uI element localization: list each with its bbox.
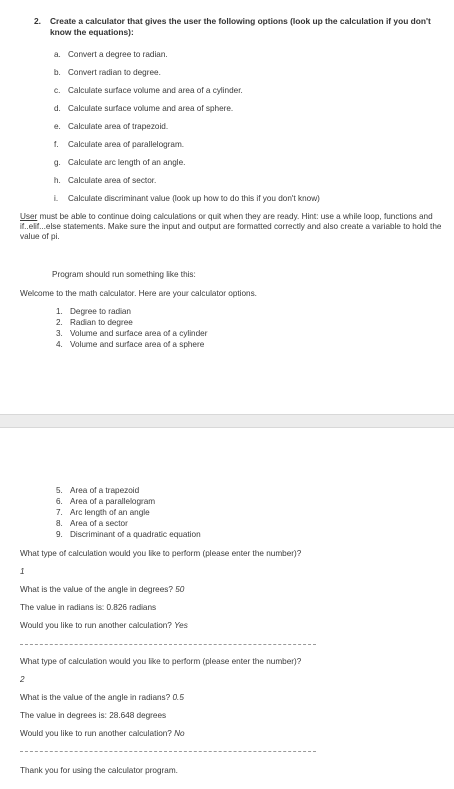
run2-again: No <box>174 729 185 738</box>
welcome-line: Welcome to the math calculator. Here are your calculator options. <box>20 289 257 298</box>
menu-text: Area of a trapezoid <box>70 486 140 495</box>
run1-prompt-again: Would you like to run another calculation? <box>20 621 175 630</box>
option-letter: a. <box>54 50 61 59</box>
menu-text: Degree to radian <box>70 307 131 316</box>
option-letter: b. <box>54 68 61 77</box>
run2-value-line <box>20 693 184 702</box>
run2-value: 0.5 <box>172 693 184 702</box>
run1-again: Yes <box>174 621 188 630</box>
run1-prompt-value: What is the value of the angle in degrees? <box>20 585 176 594</box>
menu-text: Arc length of an angle <box>70 508 150 517</box>
option-text: Calculate arc length of an angle. <box>68 158 186 167</box>
option-letter: i. <box>54 194 59 203</box>
menu-number: 2. <box>56 318 63 327</box>
menu-text: Area of a sector <box>70 519 128 528</box>
run2-prompt-value: What is the value of the angle in radians? <box>20 693 173 702</box>
menu-number: 7. <box>56 508 63 517</box>
menu-text: Discriminant of a quadratic equation <box>70 530 201 539</box>
option-text: Calculate area of trapezoid. <box>68 122 169 131</box>
menu-number: 6. <box>56 497 63 506</box>
run1-result: The value in radians is: 0.826 radians <box>20 603 157 612</box>
run1-value-line <box>20 585 184 594</box>
run1-prompt-type: What type of calculation would you like to perform (please enter the number)? <box>20 549 302 558</box>
instructions-first-word: User <box>20 212 38 221</box>
menu-text: Area of a parallelogram <box>70 497 156 506</box>
instructions-paragraph <box>20 212 442 243</box>
menu-number: 3. <box>56 329 63 338</box>
option-text: Calculate area of sector. <box>68 176 157 185</box>
option-letter: c. <box>54 86 61 95</box>
page-break <box>0 414 454 428</box>
option-text: Convert a degree to radian. <box>68 50 168 59</box>
question-number: 2. <box>34 16 41 26</box>
option-text: Convert radian to degree. <box>68 68 161 77</box>
menu-text: Radian to degree <box>70 318 133 327</box>
option-letter: f. <box>54 140 59 149</box>
option-letter: h. <box>54 176 61 185</box>
separator-line <box>20 751 316 752</box>
menu-text: Volume and surface area of a cylinder <box>70 329 208 338</box>
option-text: Calculate area of parallelogram. <box>68 140 185 149</box>
run2-choice: 2 <box>20 675 25 684</box>
option-text: Calculate discriminant value (look up how to do this if you don't know) <box>68 194 320 203</box>
separator-line <box>20 644 316 645</box>
menu-number: 1. <box>56 307 63 316</box>
run1-value: 50 <box>175 585 185 594</box>
run2-again-line <box>20 729 185 738</box>
run2-result: The value in degrees is: 28.648 degrees <box>20 711 167 720</box>
document-page-2 <box>0 428 454 789</box>
menu-number: 9. <box>56 530 63 539</box>
menu-number: 5. <box>56 486 63 495</box>
run2-prompt-again: Would you like to run another calculation? <box>20 729 175 738</box>
run1-again-line <box>20 621 188 630</box>
option-text: Calculate surface volume and area of sphere. <box>68 104 234 113</box>
run2-prompt-type: What type of calculation would you like to perform (please enter the number)? <box>20 657 302 666</box>
option-letter: g. <box>54 158 61 167</box>
run1-choice: 1 <box>20 567 25 576</box>
menu-number: 8. <box>56 519 63 528</box>
sample-intro: Program should run something like this: <box>52 270 196 279</box>
question-text: Create a calculator that gives the user the following options (look up the calculation if you don't know the equations): <box>50 16 431 37</box>
menu-text: Volume and surface area of a sphere <box>70 340 205 349</box>
menu-number: 4. <box>56 340 63 349</box>
option-letter: e. <box>54 122 61 131</box>
instructions-text: must be able to continue doing calculations or quit when they are ready. Hint: use a while loop, functions and if..elif...else statements. Make sure the input and output are formatted correctly and also create a variable to hold the value of pi. <box>20 212 442 242</box>
option-letter: d. <box>54 104 61 113</box>
option-text: Calculate surface volume and area of a cylinder. <box>68 86 243 95</box>
closing-line: Thank you for using the calculator program. <box>20 766 178 775</box>
